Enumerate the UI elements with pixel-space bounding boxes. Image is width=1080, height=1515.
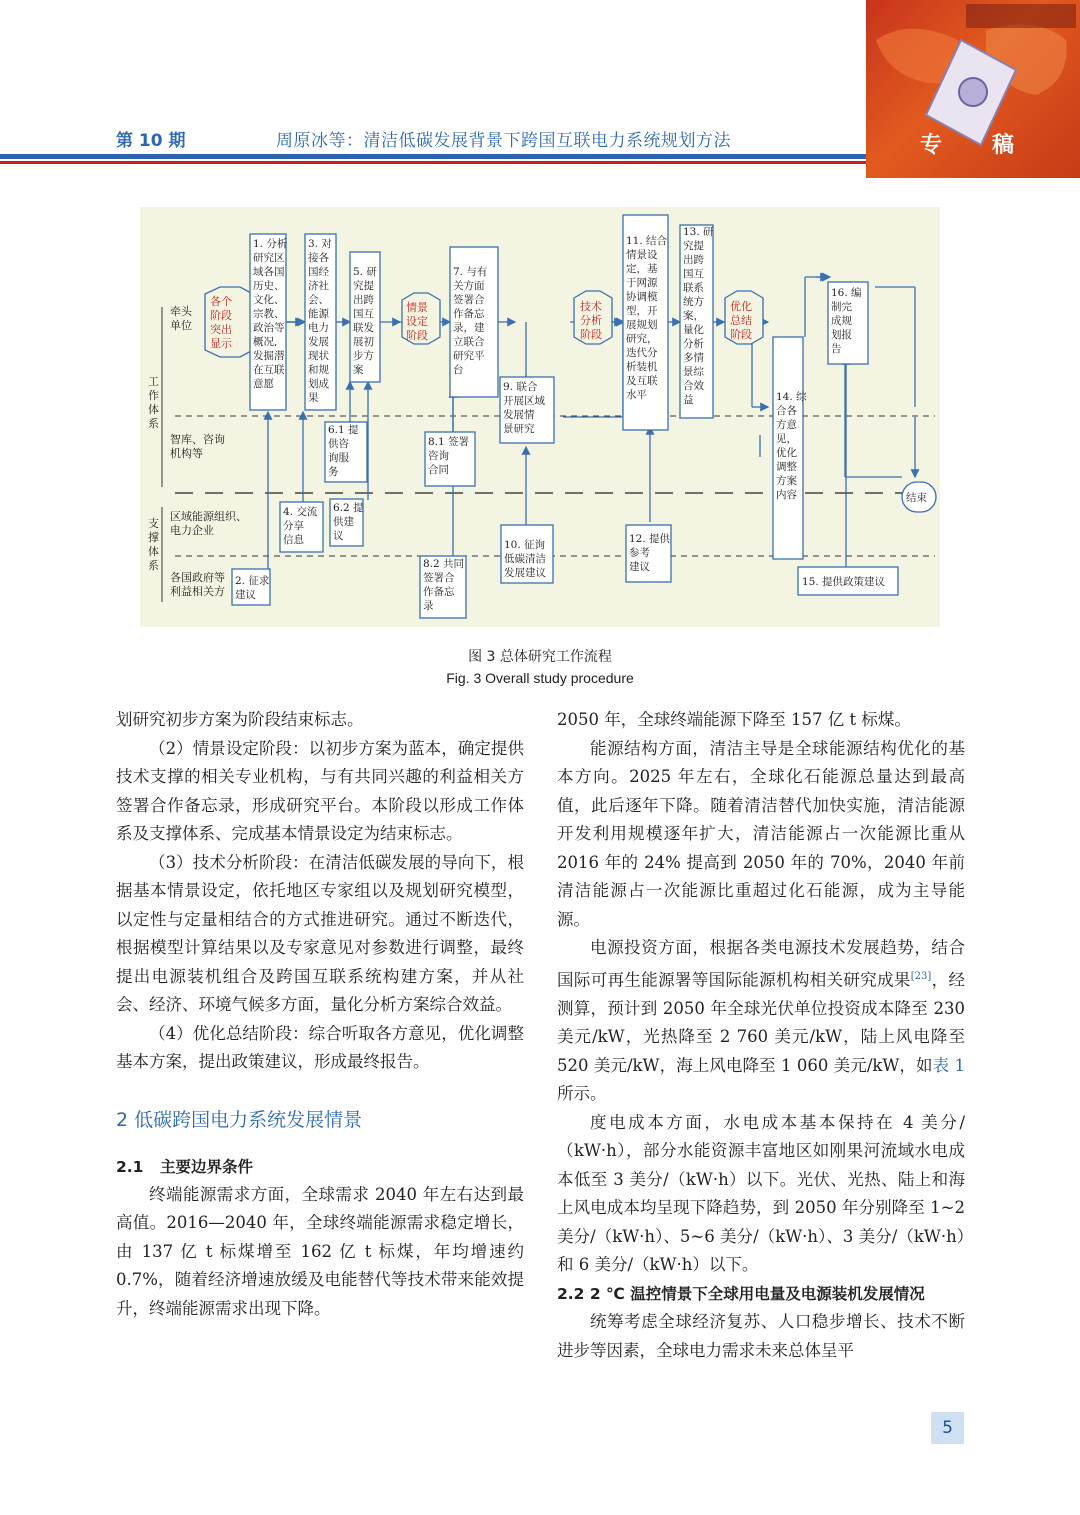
paragraph: 终端能源需求方面，全球需求 2040 年左右达到最高值。2016—2040 年，全球终端能源需求稳定增长，由 137 亿 t 标煤增至 162 亿 t 标煤，年均增速约 0.7%，随着经济增速放缓及电能替代等技术带来能效提升，终端能源需求出现下降。 bbox=[116, 1184, 524, 1318]
svg-text:支: 支 bbox=[148, 517, 159, 530]
svg-text:16. 编制完成规划报告: 16. 编制完成规划报告 bbox=[831, 287, 862, 355]
subsection-title: 主要边界条件 bbox=[160, 1157, 254, 1176]
flowchart-figure bbox=[140, 207, 940, 627]
svg-text:6.2 提供建议: 6.2 提供建议 bbox=[333, 502, 364, 542]
svg-text:利益相关方: 利益相关方 bbox=[170, 585, 225, 598]
svg-text:突出: 突出 bbox=[210, 323, 232, 336]
svg-text:6.1 提供咨询服务: 6.1 提供咨询服务 bbox=[328, 424, 359, 478]
svg-text:14. 综合各方意见，优化调整方案内容: 14. 综合各方意见，优化调整方案内容 bbox=[776, 391, 807, 501]
svg-text:系: 系 bbox=[148, 559, 159, 572]
paragraph: （4）优化总结阶段：综合听取各方意见，优化调整基本方案，提出政策建议，形成最终报告。 bbox=[116, 1023, 524, 1071]
svg-text:13. 研究提出跨国互联系统方案，量化分析多情景综合效益: 13. 研究提出跨国互联系统方案，量化分析多情景综合效益 bbox=[683, 226, 714, 406]
svg-text:撑: 撑 bbox=[148, 531, 159, 544]
svg-text:单位: 单位 bbox=[170, 319, 192, 332]
text-run: 电源投资方面，根据各类电源技术发展趋势，结合国际可再生能源署等国际能源机构相关研究成果 bbox=[557, 938, 965, 989]
svg-text:5. 研究提出跨国互联发展初步方案: 5. 研究提出跨国互联发展初步方案 bbox=[353, 266, 377, 376]
svg-text:15. 提供政策建议: 15. 提供政策建议 bbox=[802, 576, 886, 588]
svg-text:2. 征求建议: 2. 征求建议 bbox=[235, 575, 270, 601]
tag-char-left: 专 bbox=[920, 133, 943, 158]
paragraph: 能源结构方面，清洁主导是全球能源结构优化的基本方向。2025 年左右，全球化石能源总量达到最高值，此后逐年下降。随着清洁替代加快实施，清洁能源开发利用规模逐年扩大，清洁能源占一次能源比重从 2016 年的 24% 提高到 2050 年的 70%，2040 年前清洁能源占一次能源比重超过化石能源，成为主导能源。 bbox=[557, 738, 965, 929]
subsection-heading bbox=[116, 1153, 524, 1181]
svg-text:分析: 分析 bbox=[580, 314, 602, 327]
svg-text:体: 体 bbox=[148, 545, 159, 558]
svg-text:结束: 结束 bbox=[906, 492, 927, 504]
figure-caption-en: Fig. 3 Overall study procedure bbox=[446, 670, 634, 686]
left-column bbox=[116, 706, 524, 1323]
paragraph: 度电成本方面，水电成本基本保持在 4 美分/（kW·h），部分水能资源丰富地区如刚果河流域水电成本低至 3 美分/（kW·h）以下。光伏、光热、陆上和海上风电成本均呈现下降趋势，到 2050 年分别降至 1~2 美分/（kW·h）、5~6 美分/（kW·h）、3 美分/（kW·h）和 6 美分/（kW·h）以下。 bbox=[557, 1112, 965, 1274]
header-rule-blue bbox=[0, 154, 866, 159]
svg-text:4. 交流分享信息: 4. 交流分享信息 bbox=[283, 506, 318, 546]
page-number: 5 bbox=[931, 1412, 964, 1444]
subsection-number: 2.1 bbox=[116, 1157, 144, 1176]
table-link[interactable]: 表 1 bbox=[932, 1055, 966, 1075]
svg-text:工: 工 bbox=[148, 375, 159, 388]
svg-text:8.2 共同签署合作备忘录: 8.2 共同签署合作备忘录 bbox=[423, 558, 465, 612]
tag-char-right: 稿 bbox=[992, 133, 1015, 158]
right-column bbox=[557, 706, 965, 1365]
svg-text:阶段: 阶段 bbox=[730, 328, 752, 341]
svg-text:阶段: 阶段 bbox=[580, 328, 602, 341]
svg-text:阶段: 阶段 bbox=[406, 329, 428, 342]
svg-text:各个: 各个 bbox=[210, 295, 232, 308]
svg-text:阶段: 阶段 bbox=[210, 309, 232, 322]
svg-text:系: 系 bbox=[148, 417, 159, 430]
svg-text:作: 作 bbox=[148, 389, 159, 402]
svg-text:11. 结合情景设定，基于网源协调模型，开展规划研究，迭代分: 11. 结合情景设定，基于网源协调模型，开展规划研究，迭代分析装机及互联水平 bbox=[626, 235, 668, 401]
svg-text:显示: 显示 bbox=[210, 337, 232, 350]
svg-text:体: 体 bbox=[148, 403, 159, 416]
citation-link[interactable]: [23] bbox=[910, 970, 932, 982]
svg-text:优化: 优化 bbox=[730, 300, 752, 313]
svg-text:情景: 情景 bbox=[406, 301, 428, 314]
text-run: 所示。 bbox=[557, 1084, 607, 1103]
svg-text:9. 联合开展区域发展情景研究: 9. 联合开展区域发展情景研究 bbox=[503, 381, 545, 435]
paragraph: （2）情景设定阶段：以初步方案为蓝本，确定提供技术支撑的相关专业机构，与有共同兴趣的利益相关方签署合作备忘录，形成研究平台。本阶段以形成工作体系及支撑体系、完成基本情景设定为结束标志。 bbox=[116, 738, 524, 843]
paragraph: 统筹考虑全球经济复苏、人口稳步增长、技术不断进步等因素，全球电力需求未来总体呈平 bbox=[557, 1312, 965, 1360]
issue-label: 第 10 期 bbox=[116, 131, 186, 151]
section-heading: 2 低碳跨国电力系统发展情景 bbox=[116, 1108, 363, 1131]
globe-graphic bbox=[866, 0, 1080, 178]
svg-text:3. 对接各国经济社会、能源电力发展现状和规划成果: 3. 对接各国经济社会、能源电力发展现状和规划成果 bbox=[308, 238, 332, 404]
svg-text:10. 征询低碳清洁发展建议: 10. 征询低碳清洁发展建议 bbox=[504, 539, 546, 579]
svg-text:各国政府等: 各国政府等 bbox=[170, 571, 225, 584]
svg-text:1. 分析研究区域各国历史、文化、宗教、政治等概况,发掘潜在: 1. 分析研究区域各国历史、文化、宗教、政治等概况,发掘潜在互联意愿 bbox=[253, 238, 288, 390]
svg-text:电力企业: 电力企业 bbox=[170, 524, 214, 537]
svg-text:7. 与有关方面签署合作备忘录，建立联合研究平台: 7. 与有关方面签署合作备忘录，建立联合研究平台 bbox=[453, 266, 488, 376]
svg-text:总结: 总结 bbox=[730, 314, 752, 327]
subsection-heading: 2.2 2 ℃ 温控情景下全球用电量及电源装机发展情况 bbox=[557, 1284, 925, 1303]
header-banner-image bbox=[866, 0, 1080, 178]
paragraph: 2050 年，全球终端能源下降至 157 亿 t 标煤。 bbox=[557, 710, 911, 729]
paragraph: （3）技术分析阶段：在清洁低碳发展的导向下，根据基本情景设定，依托地区专家组以及规划研究模型，以定性与定量相结合的方式推进研究。通过不断迭代，根据模型计算结果以及专家意见对参数进行调整，最终提出电源装机组合及跨国互联系统构建方案，并从社会、经济、环境气候多方面，量化分析方案综合效益。 bbox=[116, 852, 524, 1014]
svg-text:机构等: 机构等 bbox=[170, 447, 203, 460]
header-rule-red bbox=[0, 161, 866, 164]
paragraph bbox=[557, 934, 965, 1109]
label-lead: 牵头 bbox=[170, 305, 192, 318]
paragraph: 划研究初步方案为阶段结束标志。 bbox=[116, 710, 364, 729]
svg-text:智库、咨询: 智库、咨询 bbox=[170, 433, 225, 446]
flowchart-svg bbox=[140, 207, 940, 627]
svg-text:8.1 签署咨询合同: 8.1 签署咨询合同 bbox=[428, 436, 470, 476]
svg-text:区域能源组织、: 区域能源组织、 bbox=[170, 510, 247, 523]
figure-caption-cn: 图 3 总体研究工作流程 bbox=[468, 649, 612, 665]
svg-text:技术: 技术 bbox=[580, 300, 602, 313]
svg-text:12. 提供参考建议: 12. 提供参考建议 bbox=[629, 533, 671, 573]
svg-text:设定: 设定 bbox=[406, 315, 428, 328]
page-header bbox=[0, 0, 1080, 180]
running-title: 周原冰等：清洁低碳发展背景下跨国互联电力系统规划方法 bbox=[276, 131, 731, 151]
text-run: ，经测算，预计到 2050 年全球光伏单位投资成本降至 230 美元/kW，光热降至 2 760 美元/kW，陆上风电降至 520 美元/kW，海上风电降至 1 060 美元/kW，如 bbox=[557, 970, 966, 1075]
